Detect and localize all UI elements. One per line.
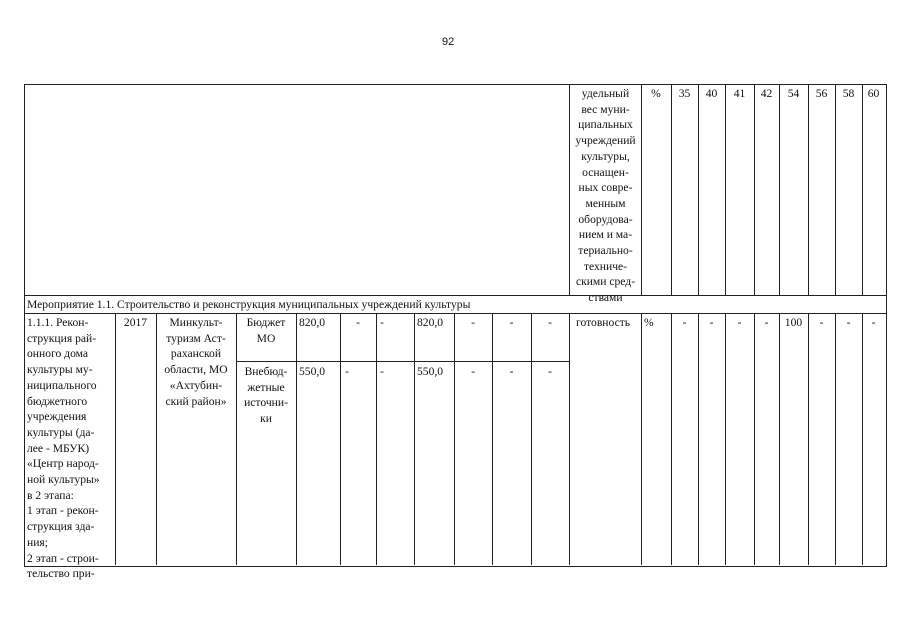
item-name-line: лее - МБУК) — [27, 441, 90, 455]
source-value-cell: 550,0 — [417, 365, 444, 378]
col-line — [754, 84, 755, 295]
item-name-line: 1.1.1. Рекон- — [27, 316, 89, 329]
item-name-line: культуры му- — [27, 363, 93, 377]
indicator-line: ных совре- — [578, 181, 633, 195]
item-name-line: струкция рай- — [27, 331, 97, 345]
source-value-cell: - — [548, 365, 552, 378]
value-cell: 58 — [842, 87, 855, 100]
value-cell: 56 — [815, 87, 828, 100]
source-value-cell: - — [471, 365, 475, 378]
item-value-cell: 100 — [784, 316, 803, 329]
executor-line: ский район» — [165, 394, 227, 408]
indicator-line: менным — [585, 196, 626, 210]
item-value-cell: - — [871, 316, 876, 329]
source-name-line: Внебюд- — [244, 365, 288, 378]
value-cell: 41 — [733, 87, 746, 100]
col-line — [725, 84, 726, 295]
value-cell: 54 — [787, 87, 800, 100]
item-name-line: культуры (да- — [27, 425, 95, 439]
item-value-cell: - — [709, 316, 714, 329]
col-line — [754, 313, 755, 565]
indicator-line: ствами — [588, 291, 623, 305]
source-name-line: МО — [256, 331, 276, 345]
col-line — [296, 313, 297, 565]
item-name-line: 1 этап - рекон- — [27, 504, 99, 518]
indicator-cell — [570, 86, 641, 306]
item-indicator-cell: готовность — [576, 316, 631, 329]
executor-cell — [156, 315, 236, 409]
executor-line: области, МО — [164, 363, 228, 377]
year-cell: 2017 — [123, 316, 148, 329]
indicator-line: удельный — [581, 87, 630, 100]
indicator-line: териально- — [578, 244, 633, 258]
col-line — [698, 84, 699, 295]
item-name-line: учреждения — [27, 410, 87, 424]
section-title: Мероприятие 1.1. Строительство и реконструкция муниципальных учреждений культуры — [27, 298, 471, 311]
source-row-divider — [236, 361, 569, 362]
col-line — [835, 313, 836, 565]
executor-line: Минкульт- — [169, 316, 223, 329]
col-line — [779, 84, 780, 295]
item-name-line: онного дома — [27, 347, 89, 361]
item-value-cell: - — [682, 316, 687, 329]
source-total-cell: 820,0 — [299, 316, 326, 329]
item-value-cell: - — [846, 316, 851, 329]
indicator-line: вес муни- — [581, 102, 630, 116]
value-cell: 42 — [760, 87, 773, 100]
col-line — [376, 313, 377, 565]
executor-line: раханской — [170, 347, 222, 361]
indicator-line: скими сред- — [575, 275, 636, 289]
source-value-cell: - — [548, 316, 552, 329]
section-row-top-border — [24, 295, 886, 296]
item-name-line: ния; — [27, 535, 48, 549]
source-name-line: ки — [260, 412, 272, 426]
indicator-line: техниче- — [583, 259, 628, 273]
col-line — [569, 313, 570, 565]
source-name-line: источни- — [244, 396, 288, 410]
item-name-line: струкция зда- — [27, 520, 95, 534]
item-name-line: 2 этап - строи- — [27, 551, 99, 565]
item-name-line: ной культуры» — [27, 473, 100, 487]
source-name-line: Бюджет — [246, 316, 286, 329]
col-line — [340, 313, 341, 565]
source-value-cell: - — [345, 365, 349, 378]
col-line — [808, 313, 809, 565]
col-line — [862, 84, 863, 295]
col-line — [414, 313, 415, 565]
unit-cell: % — [651, 87, 661, 100]
item-value-cell: - — [737, 316, 742, 329]
col-line — [779, 313, 780, 565]
source-total-cell: 550,0 — [299, 365, 326, 378]
source-value-cell: - — [509, 365, 514, 378]
indicator-line: учреждений — [575, 134, 636, 148]
item-name-line: тельство при- — [27, 567, 95, 581]
item-name-line: бюджетного — [27, 394, 88, 408]
indicator-line: культуры, — [581, 149, 630, 163]
item-value-cell: - — [819, 316, 824, 329]
indicator-line: ципальных — [578, 118, 633, 132]
col-line — [531, 313, 532, 565]
col-line — [671, 313, 672, 565]
value-cell: 40 — [705, 87, 718, 100]
executor-line: туризм Аст- — [166, 331, 226, 345]
source-value-cell: - — [380, 365, 384, 378]
page-number: 92 — [442, 36, 455, 48]
source-name-cell — [236, 315, 296, 346]
col-line — [641, 313, 642, 565]
value-cell: 60 — [867, 87, 880, 100]
source-value-cell: - — [356, 316, 360, 329]
source-name-line: жетные — [247, 380, 285, 394]
indicator-line: нием и ма- — [578, 228, 633, 242]
item-name-line: в 2 этапа: — [27, 488, 74, 502]
col-line — [835, 84, 836, 295]
col-line — [698, 313, 699, 565]
section-row-bottom-border — [24, 313, 886, 314]
item-name-line: ниципального — [27, 378, 97, 392]
indicator-line: оборудова- — [578, 212, 633, 226]
col-line — [236, 313, 237, 565]
indicator-line: оснащен- — [582, 165, 629, 179]
source-value-cell: 820,0 — [417, 316, 444, 329]
source-name-cell — [236, 364, 296, 427]
col-line — [641, 84, 642, 295]
col-line — [454, 313, 455, 565]
col-line — [115, 313, 116, 565]
executor-line: «Ахтубин- — [169, 378, 223, 392]
col-line — [862, 313, 863, 565]
col-line — [671, 84, 672, 295]
item-name-cell — [27, 315, 100, 582]
item-name-line: «Центр народ- — [27, 457, 99, 471]
col-line — [725, 313, 726, 565]
item-unit-cell: % — [644, 316, 654, 329]
col-line — [808, 84, 809, 295]
source-value-cell: - — [509, 316, 514, 329]
source-value-cell: - — [380, 316, 384, 329]
source-value-cell: - — [471, 316, 475, 329]
col-line — [492, 313, 493, 565]
value-cell: 35 — [678, 87, 691, 100]
item-value-cell: - — [764, 316, 769, 329]
